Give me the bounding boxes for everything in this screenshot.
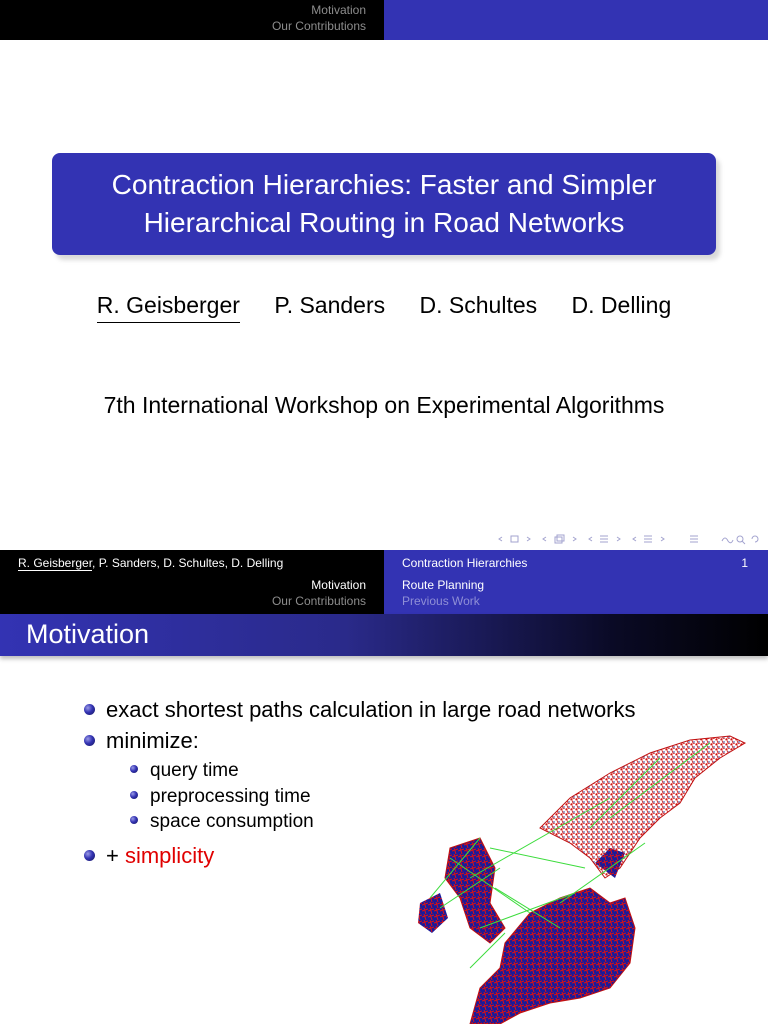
sub-bullet-item xyxy=(130,810,314,834)
author: D. Delling xyxy=(571,292,672,318)
road-network-map-image xyxy=(410,728,768,1024)
beamer-navigation-symbols[interactable] xyxy=(496,532,766,546)
nav-section-motivation[interactable]: Motivation xyxy=(311,578,366,592)
nav-next-frame-icon xyxy=(527,537,530,541)
nav-subsection-route-planning[interactable]: Route Planning xyxy=(402,578,485,592)
nav-section-motivation[interactable]: Motivation xyxy=(311,3,366,17)
alert-text: simplicity xyxy=(124,843,215,868)
bullet-item xyxy=(84,697,636,723)
subsection-icon xyxy=(600,536,608,542)
nav-next-slide-icon xyxy=(573,537,576,541)
document-icon xyxy=(690,536,698,542)
sub-bullet-text: preprocessing time xyxy=(150,786,311,807)
author-list xyxy=(0,292,768,319)
back-icon xyxy=(722,538,733,543)
nav-prev-slide-icon xyxy=(543,537,546,541)
bullet-text: minimize: xyxy=(106,728,199,753)
section-icon xyxy=(644,536,652,542)
bullet-ball-icon xyxy=(130,791,138,799)
venue: 7th International Workshop on Experimental Algorithms xyxy=(103,392,665,418)
presentation-title: Contraction Hierarchies: Faster and Simpler Hierarchical Routing in Road Networks xyxy=(52,153,716,255)
slide-icon xyxy=(555,537,562,543)
footer-short-title: Contraction Hierarchies xyxy=(402,556,528,570)
footer-page-number: 1 xyxy=(741,556,748,570)
bullet-ball-icon xyxy=(130,765,138,773)
sub-bullet-item xyxy=(130,759,239,783)
bullet-ball-icon xyxy=(84,735,95,746)
nav-section-our-contributions[interactable]: Our Contributions xyxy=(271,19,366,33)
frame-title: Motivation xyxy=(26,619,150,649)
nav-section-our-contributions[interactable]: Our Contributions xyxy=(271,594,366,608)
author: D. Schultes xyxy=(419,292,538,318)
bullet-ball-icon xyxy=(130,816,138,824)
bullet-item xyxy=(84,843,214,869)
sub-bullet-item xyxy=(130,785,311,809)
footer-presenter: R. Geisberger xyxy=(18,556,93,570)
bullet-text: exact shortest paths calculation in large road networks xyxy=(106,697,636,722)
footer-coauthors: , P. Sanders, D. Schultes, D. Delling xyxy=(92,556,284,570)
bullet-prefix: + xyxy=(106,843,125,868)
forward-icon xyxy=(752,536,758,542)
bullet-ball-icon xyxy=(84,850,95,861)
footer-authors xyxy=(18,556,283,570)
nav-prev-frame-icon xyxy=(499,537,502,541)
bullet-item xyxy=(84,728,199,754)
frame-icon xyxy=(511,536,518,542)
author-presenter: R. Geisberger xyxy=(97,292,240,323)
nav-bar-subsections xyxy=(384,0,768,40)
nav-subsection-previous-work[interactable]: Previous Work xyxy=(402,594,480,608)
sub-bullet-text: query time xyxy=(150,760,239,781)
sub-bullet-text: space consumption xyxy=(150,811,314,832)
bullet-ball-icon xyxy=(84,704,95,715)
author: P. Sanders xyxy=(274,292,386,318)
